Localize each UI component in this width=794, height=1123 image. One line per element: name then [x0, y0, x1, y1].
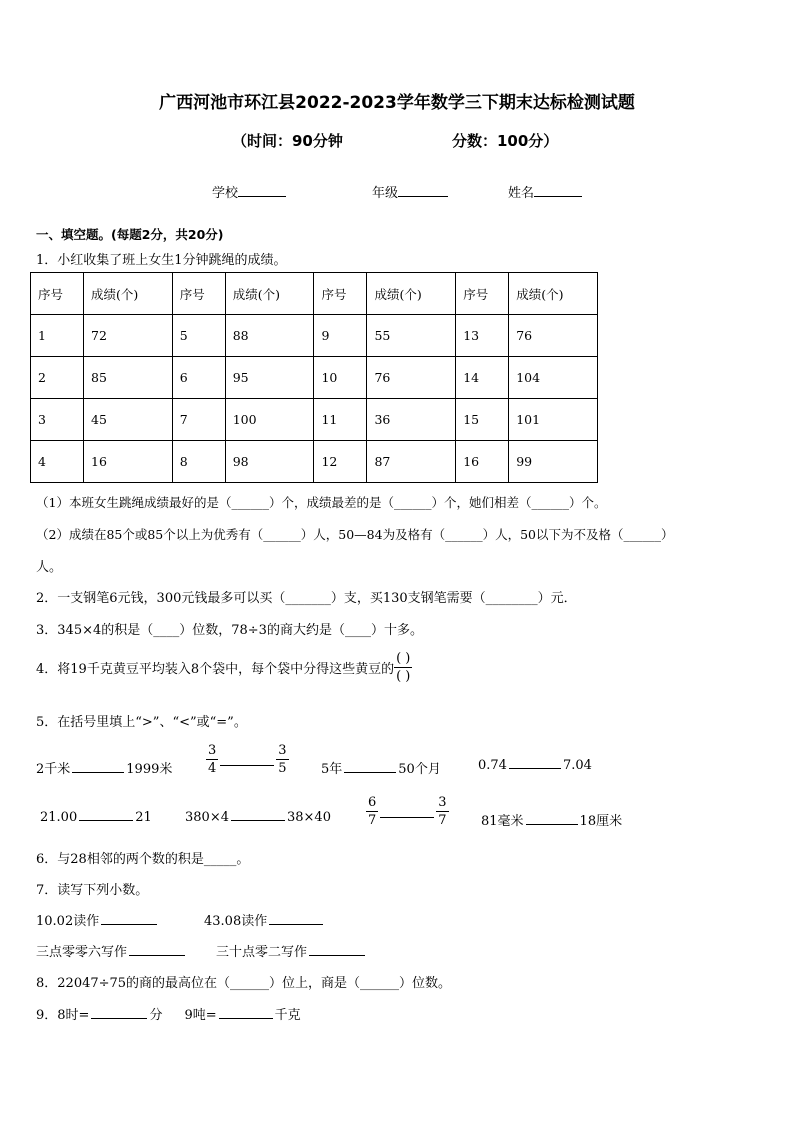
- decimal-prompt: 三十点零二写作: [216, 945, 308, 960]
- answer-blank: [72, 771, 124, 773]
- fraction-denominator: ( ): [396, 669, 411, 684]
- fraction-denominator: 7: [438, 813, 447, 828]
- grade-blank: [398, 196, 448, 197]
- table-cell: 11: [314, 399, 367, 441]
- school-field: [212, 182, 286, 201]
- question-7: 7．读写下列小数。: [36, 883, 149, 898]
- fraction-denominator: 4: [208, 761, 217, 776]
- table-cell: 8: [172, 441, 225, 483]
- compare-left: 2千米: [36, 762, 71, 777]
- compare-left: 5年: [321, 762, 343, 777]
- compare-right: 21: [135, 810, 152, 825]
- decimal-prompt: 三点零零六写作: [36, 945, 128, 960]
- table-cell: 9: [314, 315, 367, 357]
- compare-item: [36, 758, 172, 777]
- compare-item: [185, 810, 331, 825]
- compare-item: [366, 796, 449, 827]
- compare-item: [481, 810, 622, 829]
- conversion-left: 9吨=: [184, 1008, 217, 1023]
- question-1-part-2: （2）成绩在85个或85个以上为优秀有（______）人，50—84为及格有（______）人，50以下为不及格（______）: [36, 527, 674, 542]
- table-header-cell: 成绩(个): [367, 273, 456, 315]
- answer-blank: [220, 764, 274, 766]
- table-cell: 7: [172, 399, 225, 441]
- fraction: [436, 796, 448, 827]
- fraction-numerator: 3: [208, 743, 217, 758]
- answer-blank: [309, 954, 365, 956]
- table-header-cell: 序号: [456, 273, 509, 315]
- answer-blank: [269, 923, 323, 925]
- table-cell: 99: [509, 441, 598, 483]
- decimal-read-item: [36, 910, 159, 929]
- fraction-denominator: 7: [368, 813, 377, 828]
- table-header-cell: 成绩(个): [84, 273, 173, 315]
- compare-right: 7.04: [562, 758, 592, 773]
- answer-blank: [380, 816, 434, 818]
- fraction-numerator: 3: [278, 743, 287, 758]
- decimal-read-item: [204, 910, 325, 929]
- answer-blank: [79, 819, 133, 821]
- table-header-cell: 成绩(个): [225, 273, 314, 315]
- table-cell: 45: [84, 399, 173, 441]
- compare-right: 18厘米: [579, 814, 623, 829]
- compare-right: 38×40: [286, 810, 331, 825]
- compare-right: 1999米: [126, 762, 173, 777]
- conversion-left: 9．8时=: [36, 1008, 90, 1023]
- fraction-numerator: 6: [368, 795, 377, 810]
- table-cell: 85: [84, 357, 173, 399]
- decimal-prompt: 43.08读作: [204, 914, 268, 929]
- table-cell: 87: [367, 441, 456, 483]
- answer-blank: [129, 954, 185, 956]
- fraction: [206, 744, 218, 775]
- table-cell: 10: [314, 357, 367, 399]
- question-2: 2．一支钢笔6元钱，300元钱最多可以买（_______）支，买130支钢笔需要（________）元．: [36, 591, 577, 606]
- answer-blank: [91, 1017, 147, 1019]
- page-title: 广西河池市环江县2022-2023学年数学三下期末达标检测试题: [159, 93, 635, 113]
- exam-score: 分数：100分）: [452, 132, 559, 150]
- table-cell: 13: [456, 315, 509, 357]
- name-blank: [534, 196, 582, 197]
- table-cell: 76: [509, 315, 598, 357]
- table-cell: 36: [367, 399, 456, 441]
- table-row: [31, 441, 598, 483]
- table-cell: 76: [367, 357, 456, 399]
- table-cell: 15: [456, 399, 509, 441]
- answer-blank: [344, 771, 396, 773]
- decimal-prompt: 10.02读作: [36, 914, 100, 929]
- decimal-write-item: [216, 941, 367, 960]
- question-9: [36, 1004, 301, 1023]
- compare-left: 81毫米: [481, 814, 524, 829]
- compare-item: [40, 810, 152, 825]
- table-cell: 72: [84, 315, 173, 357]
- fraction-numerator: 3: [438, 795, 447, 810]
- section-heading: 一、填空题。(每题2分，共20分): [36, 227, 224, 242]
- table-cell: 101: [509, 399, 598, 441]
- table-row: [31, 399, 598, 441]
- answer-blank: [509, 767, 561, 769]
- fraction: [276, 744, 288, 775]
- table-cell: 6: [172, 357, 225, 399]
- name-label: 姓名: [508, 186, 535, 201]
- question-1-part-1: （1）本班女生跳绳成绩最好的是（______）个，成绩最差的是（______）个，她们相差（______）个。: [36, 495, 607, 510]
- grade-field: [372, 182, 448, 201]
- fraction-denominator: 5: [278, 761, 287, 776]
- table-cell: 14: [456, 357, 509, 399]
- school-label: 学校: [212, 186, 239, 201]
- compare-item: [206, 744, 289, 775]
- question-6: 6．与28相邻的两个数的积是_____。: [36, 852, 250, 867]
- grade-label: 年级: [372, 186, 399, 201]
- compare-item: [321, 758, 441, 777]
- compare-right: 50个月: [398, 762, 441, 777]
- table-header-row: [31, 273, 598, 315]
- fraction-numerator: ( ): [396, 651, 411, 666]
- school-blank: [238, 196, 286, 197]
- table-cell: 100: [225, 399, 314, 441]
- question-8: 8．22047÷75的商的最高位在（______）位上，商是（______）位数。: [36, 976, 452, 991]
- name-field: [508, 182, 582, 201]
- table-cell: 88: [225, 315, 314, 357]
- table-row: [31, 357, 598, 399]
- table-cell: 16: [84, 441, 173, 483]
- table-header-cell: 序号: [31, 273, 84, 315]
- conversion-unit: 千克: [274, 1008, 301, 1023]
- compare-item: [478, 758, 592, 773]
- table-header-cell: 序号: [314, 273, 367, 315]
- answer-blank: [526, 823, 578, 825]
- table-header-cell: 成绩(个): [509, 273, 598, 315]
- answer-blank: [231, 819, 285, 821]
- compare-left: 0.74: [478, 758, 507, 773]
- fraction-blank: [394, 652, 412, 683]
- table-cell: 2: [31, 357, 84, 399]
- question-1: 1．小红收集了班上女生1分钟跳绳的成绩。: [36, 253, 287, 268]
- question-1-part-2-end: 人。: [36, 560, 63, 575]
- question-4-text: 4．将19千克黄豆平均装入8个袋中，每个袋中分得这些黄豆的: [36, 662, 395, 677]
- table-cell: 95: [225, 357, 314, 399]
- table-cell: 98: [225, 441, 314, 483]
- question-5: 5．在括号里填上“>”、“<”或“=”。: [36, 715, 247, 730]
- exam-time: （时间：90分钟: [232, 132, 343, 150]
- table-cell: 1: [31, 315, 84, 357]
- compare-left: 21.00: [40, 810, 78, 825]
- question-4: [36, 652, 412, 683]
- table-header-cell: 序号: [172, 273, 225, 315]
- table-cell: 104: [509, 357, 598, 399]
- score-table: [30, 272, 598, 483]
- decimal-write-item: [36, 941, 187, 960]
- answer-blank: [101, 923, 157, 925]
- table-cell: 3: [31, 399, 84, 441]
- table-row: [31, 315, 598, 357]
- fraction: [366, 796, 378, 827]
- compare-left: 380×4: [185, 810, 229, 825]
- answer-blank: [219, 1017, 273, 1019]
- table-cell: 16: [456, 441, 509, 483]
- table-cell: 5: [172, 315, 225, 357]
- conversion-unit: 分: [149, 1008, 163, 1023]
- table-cell: 12: [314, 441, 367, 483]
- table-cell: 55: [367, 315, 456, 357]
- question-3: 3．345×4的积是（____）位数，78÷3的商大约是（____）十多。: [36, 623, 423, 638]
- table-cell: 4: [31, 441, 84, 483]
